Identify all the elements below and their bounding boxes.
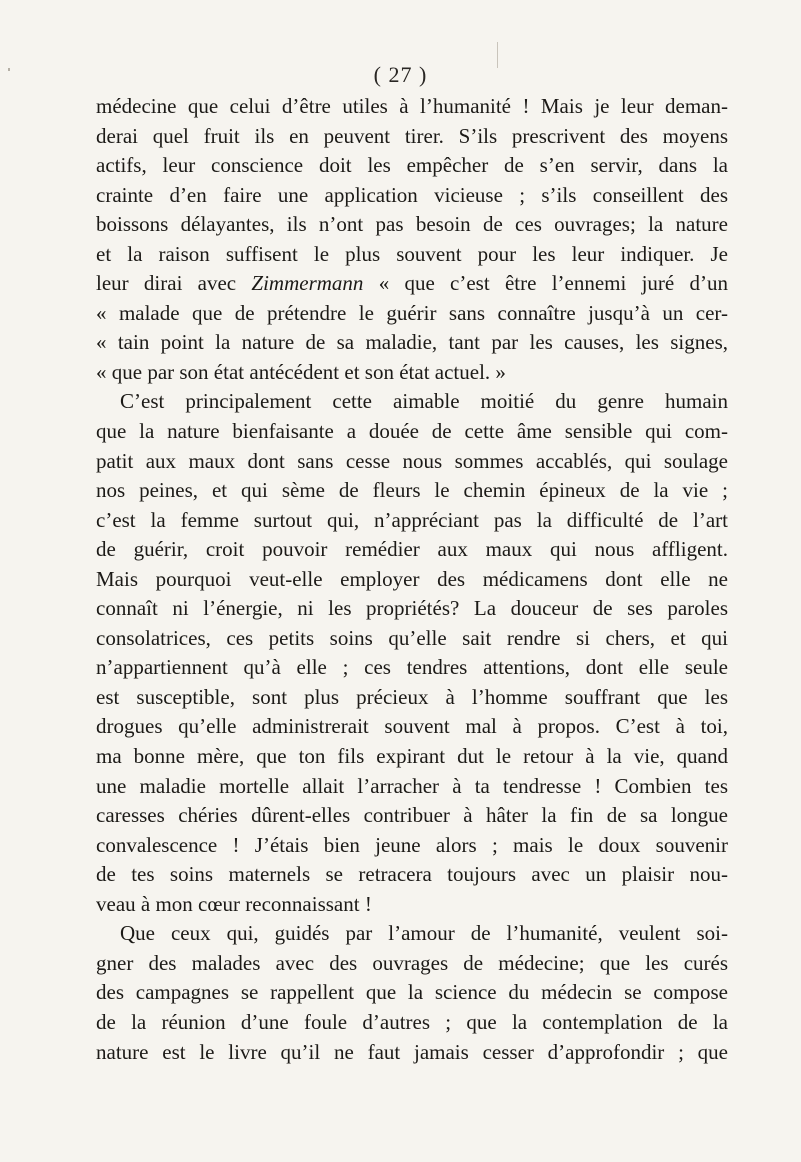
text-line-7 <box>96 269 728 299</box>
text-line-19: consolatrices, ces petits soins qu’elle sait rendre si chers, et qui <box>96 625 728 650</box>
text-line-11: C’est principalement cette aimable moitié du genre humain <box>120 389 728 414</box>
text-line-6: et la raison suffisent le plus souvent pour les leur indiquer. Je <box>96 241 728 266</box>
text-line-5: boissons délayantes, ils n’ont pas besoin de ces ouvrages; la nature <box>96 212 728 237</box>
text-line-29: Que ceux qui, guidés par l’amour de l’humanité, veulent soi- <box>120 921 728 946</box>
text-line-20: n’appartiennent qu’à elle ; ces tendres attentions, dont elle seule <box>96 655 728 680</box>
text-line-26: convalescence ! J’étais bien jeune alors ; mais le doux souvenir <box>96 832 728 857</box>
text-line-30: gner des malades avec des ouvrages de médecine; que les curés <box>96 950 728 975</box>
text-line-14: nos peines, et qui sème de fleurs le chemin épineux de la vie ; <box>96 478 728 503</box>
text-line-9: « tain point la nature de sa maladie, tant par les causes, les signes, <box>96 330 728 355</box>
text-line-25: caresses chéries dûrent-elles contribuer à hâter la fin de sa longue <box>96 803 728 828</box>
text-line-27: de tes soins maternels se retracera toujours avec un plaisir nou- <box>96 862 728 887</box>
text-line-2: derai quel fruit ils en peuvent tirer. S’ils prescrivent des moyens <box>96 123 728 148</box>
text-line-7-start: leur dirai avec <box>96 271 252 296</box>
text-line-23: ma bonne mère, que ton fils expirant dut le retour à la vie, quand <box>96 744 728 769</box>
text-line-12: que la nature bienfaisante a douée de cette âme sensible qui com- <box>96 419 728 444</box>
text-line-16: de guérir, croit pouvoir remédier aux maux qui nous affligent. <box>96 537 728 562</box>
text-line-31: des campagnes se rappellent que la science du médecin se compose <box>96 980 728 1005</box>
text-line-13: patit aux maux dont sans cesse nous sommes accablés, qui soulage <box>96 448 728 473</box>
text-line-28: veau à mon cœur reconnaissant ! <box>96 891 372 916</box>
text-line-1: médecine que celui d’être utiles à l’humanité ! Mais je leur deman- <box>96 94 728 118</box>
text-line-4: crainte d’en faire une application vicieuse ; s’ils conseillent des <box>96 182 728 207</box>
body-text <box>96 92 728 1067</box>
text-line-17: Mais pourquoi veut-elle employer des médicamens dont elle ne <box>96 566 728 591</box>
author-name-italic: Zimmermann <box>251 271 364 296</box>
text-line-21: est susceptible, sont plus précieux à l’homme souffrant que les <box>96 684 728 709</box>
text-line-7-end: « que c’est être l’ennemi juré d’un <box>363 271 728 296</box>
text-line-18: connaît ni l’énergie, ni les propriétés? La douceur de ses paroles <box>96 596 728 621</box>
text-line-32: de la réunion d’une foule d’autres ; que la contemplation de la <box>96 1009 728 1034</box>
text-line-3: actifs, leur conscience doit les empêcher de s’en servir, dans la <box>96 153 728 178</box>
page-number: ( 27 ) <box>373 62 428 87</box>
text-line-10: « que par son état antécédent et son état actuel. » <box>96 359 506 384</box>
text-line-24: une maladie mortelle allait l’arracher à ta tendresse ! Combien tes <box>96 773 728 798</box>
text-line-22: drogues qu’elle administrerait souvent mal à propos. C’est à toi, <box>96 714 728 739</box>
text-line-15: c’est la femme surtout qui, n’appréciant pas la difficulté de l’art <box>96 507 728 532</box>
text-line-8: « malade que de prétendre le guérir sans connaître jusqu’à un cer- <box>96 300 728 325</box>
text-line-33: nature est le livre qu’il ne faut jamais cesser d’approfondir ; que <box>96 1039 728 1064</box>
